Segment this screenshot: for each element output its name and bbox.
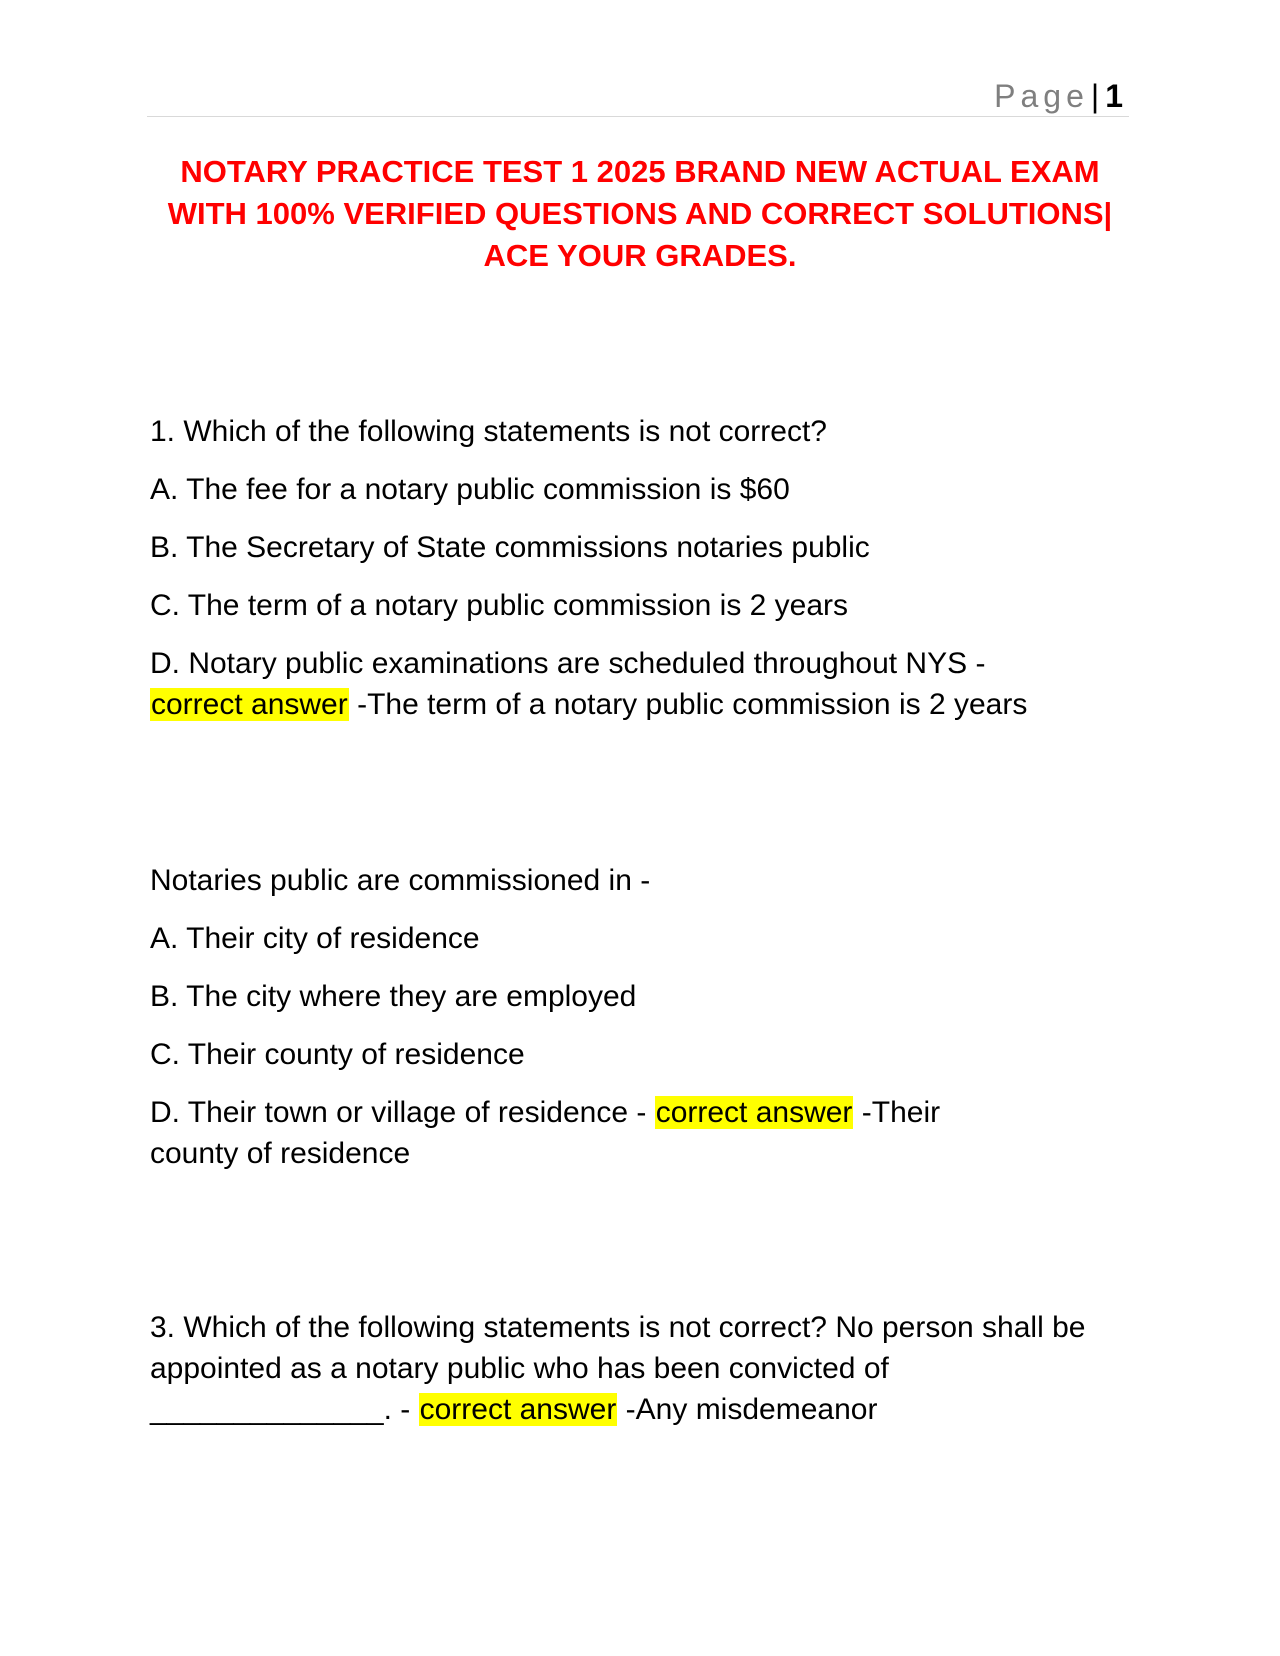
option-a: A. The fee for a notary public commission is $60 bbox=[150, 473, 790, 506]
option-b: B. The city where they are employed bbox=[150, 980, 637, 1013]
correct-answer-highlight: correct answer bbox=[655, 1096, 853, 1129]
answer-text: -Any misdemeanor bbox=[625, 1393, 878, 1426]
option-c: C. The term of a notary public commission is 2 years bbox=[150, 589, 849, 622]
question-3 bbox=[150, 1307, 1130, 1430]
option-d: D. Notary public examinations are scheduled throughout NYS - bbox=[150, 647, 986, 680]
question-stem: Notaries public are commissioned in - bbox=[150, 864, 651, 897]
page-number-label bbox=[994, 76, 1123, 116]
page-number: 1 bbox=[1105, 78, 1123, 114]
correct-answer-highlight: correct answer bbox=[419, 1393, 617, 1426]
page-separator: | bbox=[1090, 78, 1100, 114]
page-header bbox=[147, 76, 1129, 117]
correct-answer-highlight: correct answer bbox=[151, 688, 348, 721]
option-d-with-answer bbox=[150, 1092, 1030, 1174]
page-word: Page bbox=[994, 78, 1089, 114]
option-d: D. Their town or village of residence - bbox=[150, 1096, 647, 1129]
option-b: B. The Secretary of State commissions notaries public bbox=[150, 531, 870, 564]
option-c: C. Their county of residence bbox=[150, 1038, 525, 1071]
question-stem: 3. Which of the following statements is not correct? No person shall be appointed as a notary public who has been convicted of ______________. - bbox=[150, 1311, 1086, 1426]
question-1 bbox=[150, 411, 1130, 725]
option-a: A. Their city of residence bbox=[150, 922, 480, 955]
document-title: NOTARY PRACTICE TEST 1 2025 BRAND NEW ACTUAL EXAM WITH 100% VERIFIED QUESTIONS AND CORRECT SOLUTIONS| ACE YOUR GRADES. bbox=[167, 154, 1113, 273]
answer-text: -Their county of residence bbox=[150, 1096, 941, 1170]
question-2 bbox=[150, 860, 1130, 1174]
question-stem: 1. Which of the following statements is not correct? bbox=[150, 415, 827, 448]
answer-text: -The term of a notary public commission is 2 years bbox=[357, 688, 1028, 721]
question-stem-with-answer bbox=[150, 1307, 1095, 1430]
option-d-with-answer bbox=[150, 643, 1130, 725]
